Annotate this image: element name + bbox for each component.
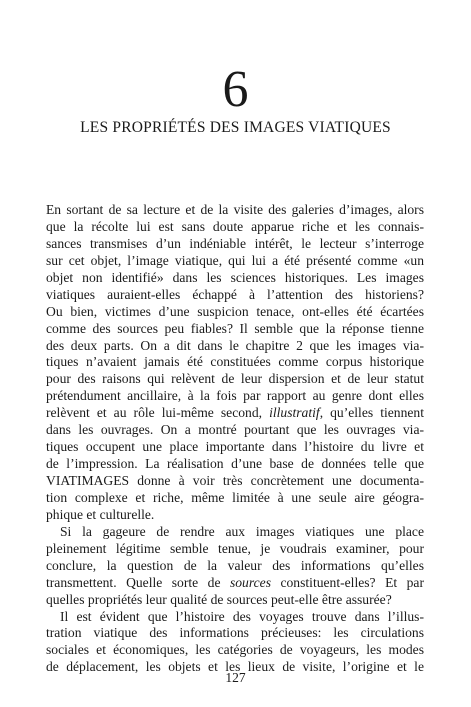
chapter-number: 6: [222, 61, 249, 118]
body-line: Si la gageure de rendre aux images viatiques une place: [60, 523, 424, 539]
body-line: tration viatique des informations précieuses: les circulations: [46, 625, 424, 641]
body-line: relèvent et au rôle lui-même second, illustratif, qu’elles tiennent: [46, 405, 424, 421]
body-line: des deux parts. On a dit dans le chapitre 2 que les images via-: [46, 337, 424, 353]
body-line: En sortant de sa lecture et de la visite des galeries d’images, alors: [46, 202, 424, 217]
body-line: quelles propriétés leur qualité de sources peut-elle être assurée?: [46, 591, 392, 607]
body-text: [46, 202, 424, 676]
page-number: 127: [225, 670, 246, 685]
body-line: tiques n’avaient jamais été constituées comme corpus historique: [46, 354, 424, 370]
chapter-title: LES PROPRIÉTÉS DES IMAGES VIATIQUES: [80, 119, 391, 136]
body-line: dans les ouvrages. On a montré pourtant que les ouvrages via-: [46, 422, 424, 438]
body-line: sur cet objet, l’image viatique, qui lui a été présenté comme «un: [46, 252, 424, 268]
body-line: comme des sources peu fiables? Il semble que la réponse tienne: [46, 320, 424, 336]
body-line: pour des raisons qui relèvent de leur dispersion et de leur statut: [46, 371, 424, 387]
body-line: que la récolte lui est sans doute apparue riche et les connais-: [46, 218, 424, 234]
body-line: de déplacement, les objets et les lieux de visite, l’origine et le: [46, 659, 424, 675]
body-line: Ou bien, victimes d’une suspicion tenace, ont-elles été écartées: [46, 303, 424, 319]
body-line: prétendument ancillaire, à la fois par rapport au genre dont elles: [46, 388, 424, 404]
body-line: phique et culturelle.: [46, 506, 155, 522]
body-line: sances transmises d’un indéniable intérêt, le lecteur s’interroge: [46, 235, 424, 251]
body-line: tiques occupent une place importante dans l’histoire du livre et: [46, 439, 424, 455]
body-line: transmettent. Quelle sorte de sources constituent-elles? Et par: [46, 574, 424, 590]
body-line: tion complexe et riche, même limitée à une seule aire géogra-: [46, 489, 424, 505]
body-line: objet non identifié» dans les sciences historiques. Les images: [46, 269, 424, 285]
body-line: VIATIMAGES donne à voir très concrètement une documenta-: [46, 473, 424, 488]
body-line: pleinement légitime semble tenue, je voudrais examiner, pour: [46, 540, 424, 556]
body-line: de l’impression. La réalisation d’une base de données telle que: [46, 456, 424, 472]
body-line: conclure, la question de la valeur des informations qu’elles: [46, 557, 424, 573]
body-line: viatiques auraient-elles échappé à l’attention des historiens?: [46, 286, 424, 302]
body-line: Il est évident que l’histoire des voyages trouve dans l’illus-: [60, 608, 424, 624]
body-line: sociales et économiques, les catégories de voyageurs, les modes: [46, 642, 424, 658]
